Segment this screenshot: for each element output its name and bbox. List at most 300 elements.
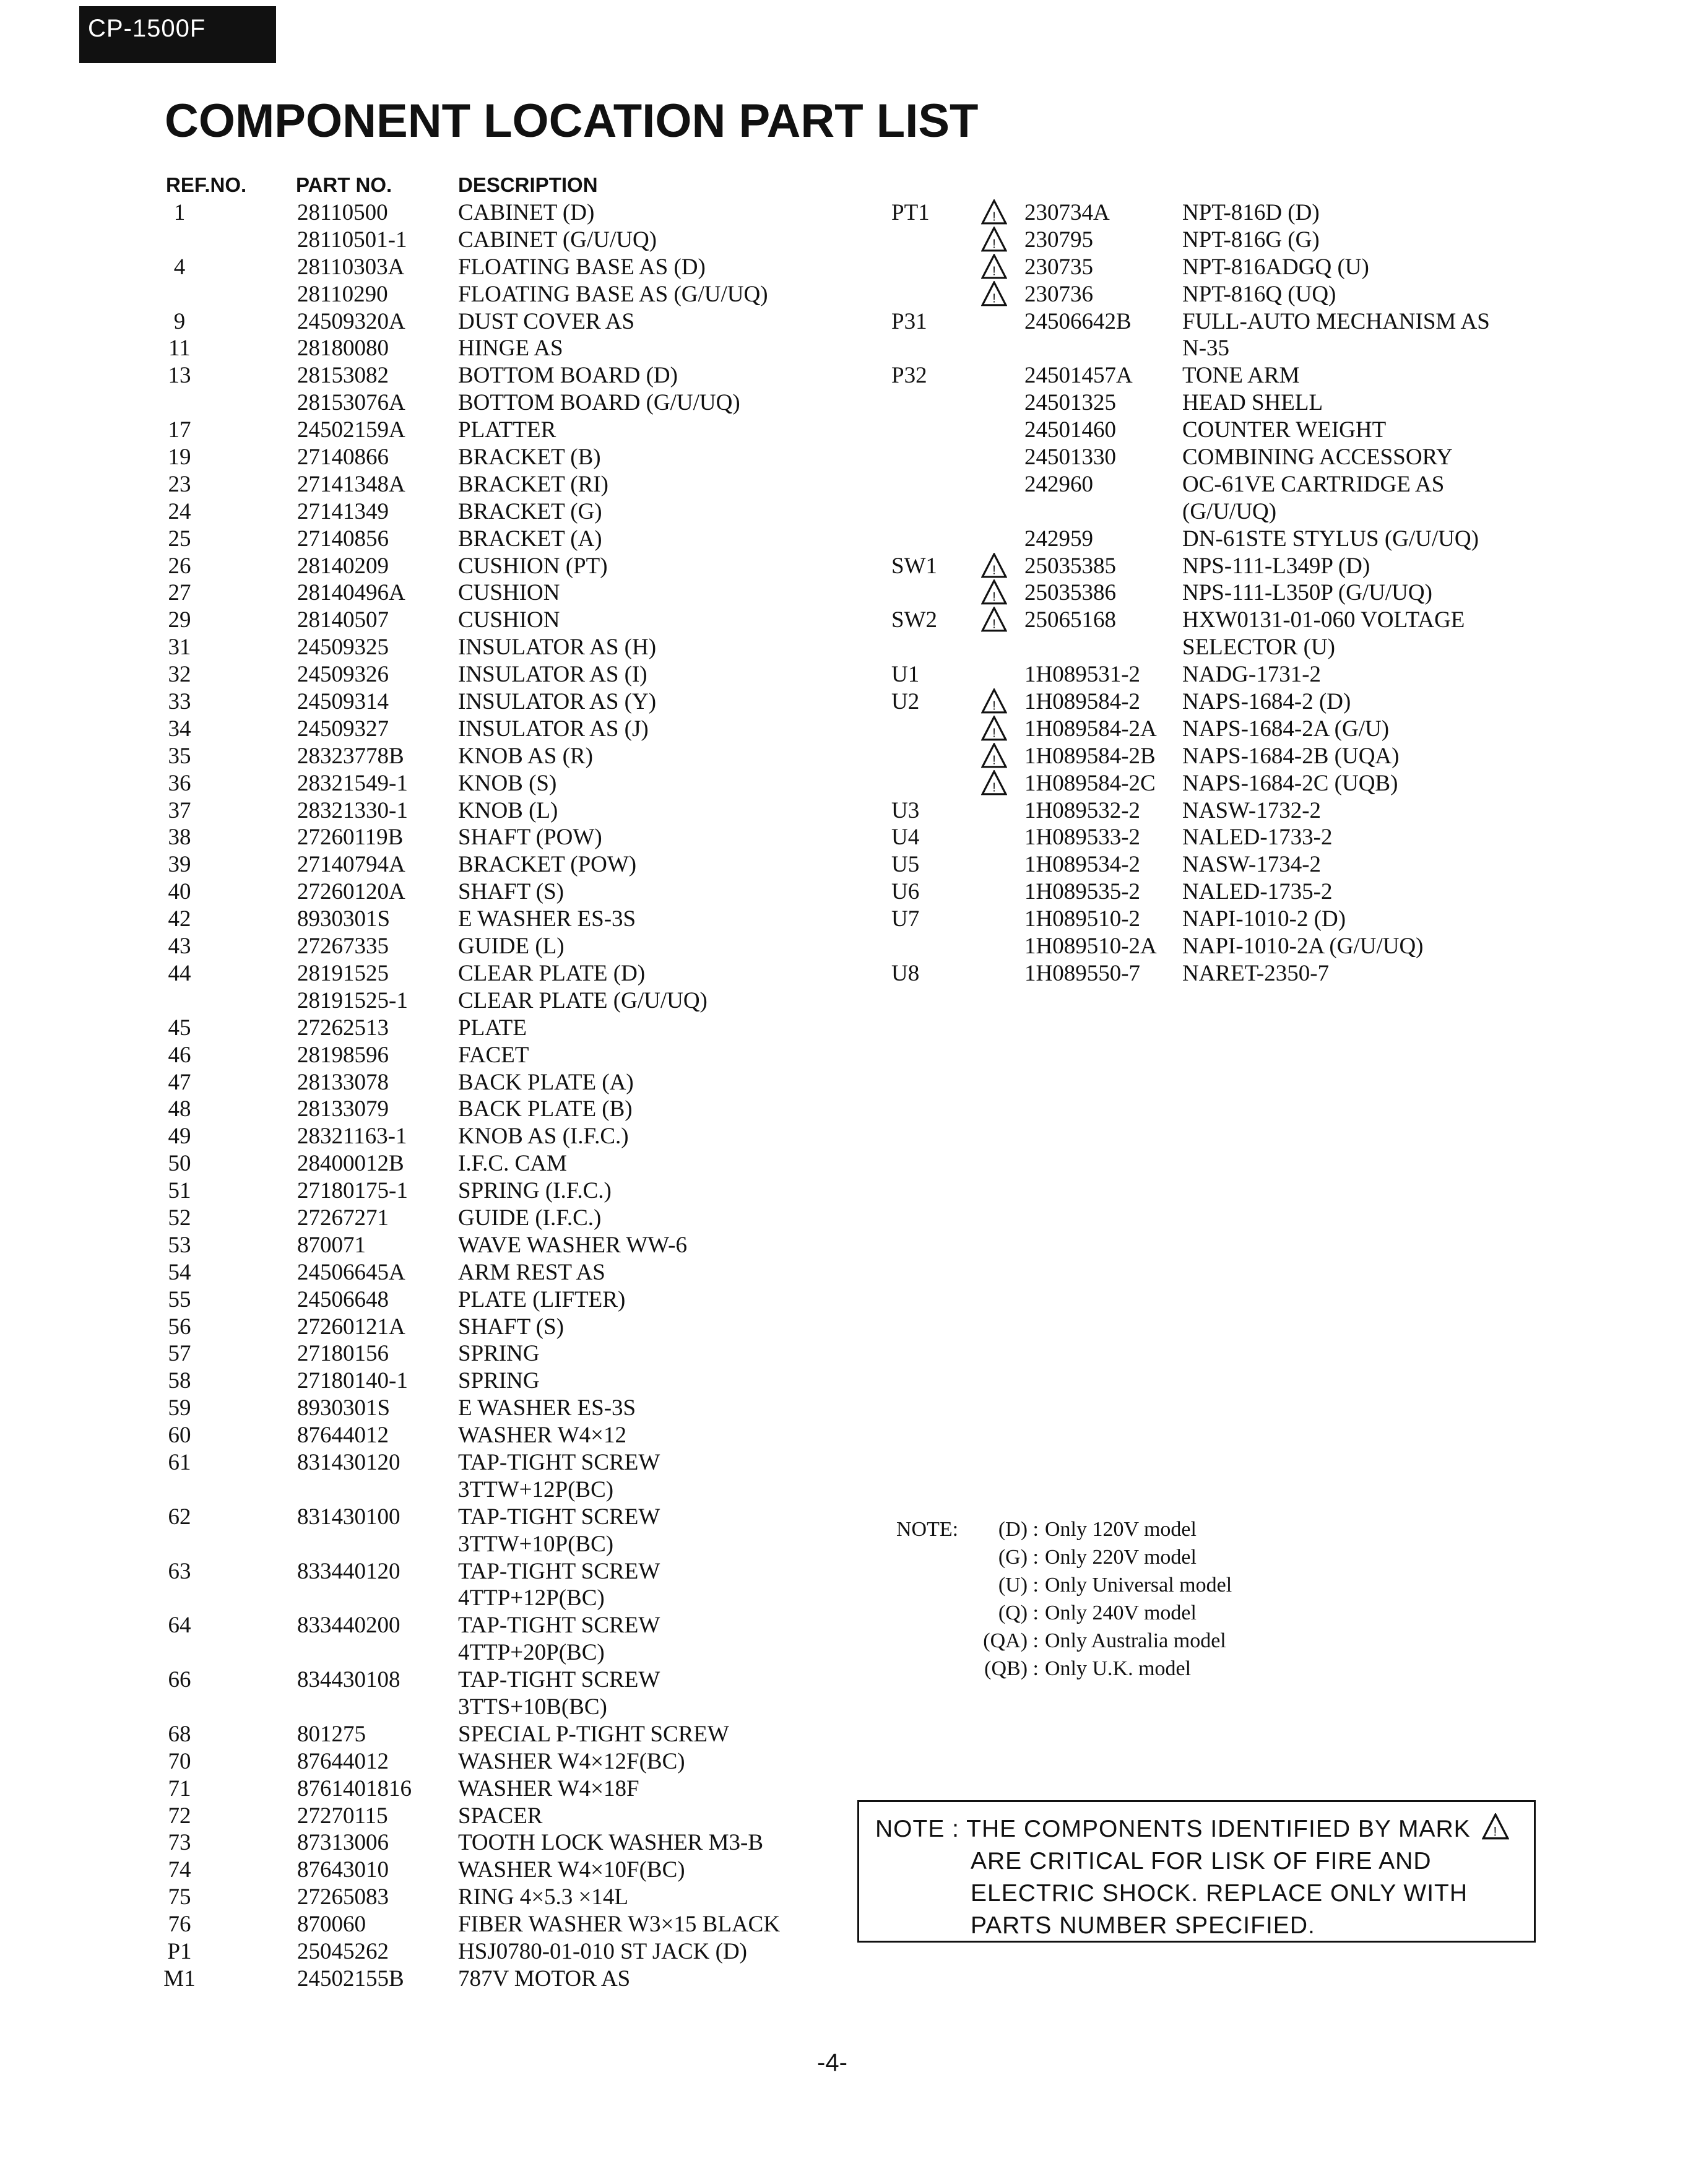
description: SPRING: [458, 1368, 540, 1394]
description: TAP-TIGHT SCREW: [458, 1667, 660, 1693]
part-no: 87644012: [297, 1748, 389, 1774]
description: 3TTS+10B(BC): [458, 1694, 607, 1720]
description: CABINET (G/U/UQ): [458, 227, 657, 253]
warning-line: [875, 1813, 1534, 1845]
ref-no: 52: [168, 1205, 191, 1231]
ref-no: U2: [891, 689, 920, 715]
description: INSULATOR AS (J): [458, 716, 649, 742]
critical-mark-icon: [1482, 1813, 1509, 1840]
description: (G/U/UQ): [1182, 498, 1277, 524]
ref-no: 32: [168, 662, 191, 688]
description: DUST COVER AS: [458, 308, 635, 334]
table-row: [155, 824, 873, 851]
description: FACET: [458, 1042, 529, 1068]
part-no: 1H089533-2: [1024, 825, 1141, 851]
part-no: 27140866: [297, 444, 389, 470]
svg-text:!: !: [992, 618, 996, 632]
description: TOOTH LOCK WASHER M3-B: [458, 1830, 764, 1856]
warning-text: NOTE : THE COMPONENTS IDENTIFIED BY MARK: [875, 1816, 1471, 1842]
description: SPRING (I.F.C.): [458, 1178, 612, 1204]
part-no: 24506648: [297, 1286, 389, 1312]
ref-no: 44: [168, 960, 191, 986]
table-row: [885, 716, 1535, 743]
description: PLATE: [458, 1015, 527, 1041]
ref-no: P1: [167, 1939, 192, 1964]
description: CABINET (D): [458, 200, 595, 225]
description: BOTTOM BOARD (G/U/UQ): [458, 390, 740, 416]
description-header: DESCRIPTION: [458, 173, 598, 196]
table-row: [155, 553, 873, 580]
description: FLOATING BASE AS (G/U/UQ): [458, 281, 768, 307]
part-no: 24501460: [1024, 417, 1116, 443]
table-row: [155, 498, 873, 526]
description: TONE ARM: [1182, 363, 1300, 389]
description: GUIDE (I.F.C.): [458, 1205, 602, 1231]
table-row: [155, 960, 873, 987]
ref-no: 56: [168, 1314, 191, 1340]
description: NPT-816D (D): [1182, 200, 1320, 225]
table-row: [155, 1096, 873, 1123]
ref-no: 49: [168, 1124, 191, 1150]
table-row: [155, 851, 873, 878]
part-no: 24502159A: [297, 417, 405, 443]
part-no: 1H089584-2B: [1024, 743, 1156, 769]
critical-components-warning: [857, 1800, 1536, 1943]
table-row: [155, 526, 873, 553]
part-no: 27260120A: [297, 879, 405, 905]
part-no: 27260119B: [297, 825, 404, 851]
part-no: 242959: [1024, 526, 1093, 552]
description: BRACKET (B): [458, 444, 601, 470]
ref-no: 72: [168, 1803, 191, 1829]
note-text: Only 120V model: [1045, 1518, 1197, 1541]
part-no: 28140507: [297, 607, 389, 633]
ref-no: 11: [168, 336, 191, 362]
ref-no: 19: [168, 444, 191, 470]
svg-text:!: !: [992, 699, 996, 713]
ref-no: 24: [168, 498, 191, 524]
table-row: [885, 444, 1535, 471]
page-title: COMPONENT LOCATION PART LIST: [165, 95, 979, 147]
table-row: [155, 1476, 873, 1504]
ref-no: 39: [168, 852, 191, 878]
description: SHAFT (S): [458, 879, 564, 905]
table-row: [155, 1884, 873, 1911]
svg-text:!: !: [992, 591, 996, 605]
note-code: (D) :: [998, 1518, 1039, 1541]
description: BRACKET (RI): [458, 471, 608, 497]
critical-mark-icon: [981, 688, 1007, 714]
table-row: [155, 1504, 873, 1531]
note-line: [896, 1543, 1330, 1571]
critical-mark-icon: [981, 281, 1007, 307]
table-row: [885, 553, 1535, 580]
ref-no: 75: [168, 1884, 191, 1910]
table-row: [885, 743, 1535, 770]
table-row: [155, 1639, 873, 1666]
description: 3TTW+10P(BC): [458, 1531, 614, 1557]
description: CUSHION: [458, 580, 560, 606]
table-row: [155, 1694, 873, 1721]
part-no: 28191525: [297, 960, 389, 986]
description: NPT-816G (G): [1182, 227, 1320, 253]
table-row: [155, 1612, 873, 1639]
part-no: 24509314: [297, 689, 389, 715]
description: INSULATOR AS (Y): [458, 689, 657, 715]
part-no: 24501325: [1024, 390, 1116, 416]
table-row: [155, 1558, 873, 1585]
table-row: [155, 797, 873, 825]
table-row: [155, 1069, 873, 1096]
note-line: [896, 1515, 1330, 1543]
ref-no: 42: [168, 906, 191, 932]
part-no: 1H089532-2: [1024, 797, 1141, 823]
ref-no: 74: [168, 1857, 191, 1883]
description: NAPS-1684-2C (UQB): [1182, 770, 1398, 796]
table-row: [885, 607, 1535, 634]
ref-no: 70: [168, 1748, 191, 1774]
table-row: [885, 417, 1535, 444]
ref-no: 50: [168, 1151, 191, 1177]
table-row: [155, 1829, 873, 1857]
critical-mark-icon: [981, 553, 1007, 579]
description: RING 4×5.3 ×14L: [458, 1884, 629, 1910]
ref-no: 47: [168, 1069, 191, 1095]
description: SHAFT (POW): [458, 825, 602, 851]
part-no: 833440200: [297, 1613, 400, 1639]
ref-no: 71: [168, 1775, 191, 1801]
part-no: 1H089510-2: [1024, 906, 1141, 932]
part-no: 27180140-1: [297, 1368, 408, 1394]
part-no: 870071: [297, 1232, 366, 1258]
table-row: [885, 634, 1535, 661]
part-no: 8761401816: [297, 1775, 412, 1801]
svg-text:!: !: [992, 237, 996, 251]
part-no: 28321549-1: [297, 770, 408, 796]
description: TAP-TIGHT SCREW: [458, 1449, 660, 1475]
ref-no: 4: [173, 254, 186, 280]
table-row: [885, 661, 1535, 688]
table-row: [155, 1340, 873, 1367]
table-row: [885, 335, 1535, 362]
description: WASHER W4×10F(BC): [458, 1857, 685, 1883]
table-row: [155, 987, 873, 1015]
description: INSULATOR AS (H): [458, 635, 657, 661]
ref-no: 38: [168, 825, 191, 851]
table-row: [155, 281, 873, 308]
ref-no: U8: [891, 960, 920, 986]
table-row: [155, 1232, 873, 1259]
description: NPT-816Q (UQ): [1182, 281, 1336, 307]
part-no: 27265083: [297, 1884, 389, 1910]
part-no: 1H089531-2: [1024, 662, 1141, 688]
table-row: [155, 335, 873, 362]
table-row: [155, 1286, 873, 1314]
table-row: [155, 254, 873, 281]
table-row: [155, 1042, 873, 1069]
note-code: (QA) :: [983, 1629, 1039, 1652]
table-row: [885, 199, 1535, 227]
table-row: [155, 1965, 873, 1993]
table-row: [155, 579, 873, 607]
part-no: 87644012: [297, 1423, 389, 1449]
description: OC-61VE CARTRIDGE AS: [1182, 471, 1445, 497]
description: BRACKET (POW): [458, 852, 637, 878]
svg-text:!: !: [992, 726, 996, 740]
ref-no: PT1: [891, 200, 930, 225]
description: KNOB (S): [458, 770, 557, 796]
description: N-35: [1182, 336, 1230, 362]
table-row: [885, 579, 1535, 607]
part-no: 242960: [1024, 471, 1093, 497]
part-no: 28110500: [297, 200, 388, 225]
ref-no: 55: [168, 1286, 191, 1312]
part-no: 27141349: [297, 498, 389, 524]
part-no: 24501457A: [1024, 363, 1133, 389]
table-row: [155, 362, 873, 389]
description: HXW0131-01-060 VOLTAGE: [1182, 607, 1465, 633]
note-text: Only Universal model: [1045, 1574, 1232, 1597]
critical-mark-icon: [981, 716, 1007, 742]
table-row: [155, 1449, 873, 1476]
ref-no: 54: [168, 1259, 191, 1285]
note-text: Only 240V model: [1045, 1601, 1197, 1624]
description: TAP-TIGHT SCREW: [458, 1558, 660, 1584]
part-no: 870060: [297, 1912, 366, 1938]
part-no: 8930301S: [297, 906, 391, 932]
part-no: 24509320A: [297, 308, 405, 334]
description: COMBINING ACCESSORY: [1182, 444, 1453, 470]
svg-text:!: !: [1493, 1824, 1497, 1839]
description: PLATTER: [458, 417, 556, 443]
description: NAPS-1684-2A (G/U): [1182, 716, 1390, 742]
critical-mark-icon: [981, 770, 1007, 796]
part-no: 24506642B: [1024, 308, 1132, 334]
part-no: 25035386: [1024, 580, 1116, 606]
table-row: [155, 471, 873, 498]
part-no: 27260121A: [297, 1314, 405, 1340]
table-row: [155, 199, 873, 227]
ref-no: 40: [168, 879, 191, 905]
description: NASW-1734-2: [1182, 852, 1322, 878]
note-code: (QB) :: [984, 1657, 1039, 1680]
description: 4TTP+12P(BC): [458, 1585, 605, 1611]
part-no: 28153082: [297, 363, 389, 389]
ref-no: 45: [168, 1015, 191, 1041]
table-row: [885, 878, 1535, 906]
description: NPS-111-L350P (G/U/UQ): [1182, 580, 1432, 606]
ref-no: 68: [168, 1721, 191, 1747]
description: KNOB (L): [458, 797, 558, 823]
part-no: 27267335: [297, 934, 389, 960]
table-row: [155, 308, 873, 336]
ref-no: 34: [168, 716, 191, 742]
description: E WASHER ES-3S: [458, 906, 636, 932]
table-row: [155, 1585, 873, 1612]
note-label: NOTE:: [896, 1518, 959, 1541]
part-no: 831430100: [297, 1504, 400, 1530]
description: INSULATOR AS (I): [458, 662, 647, 688]
part-no: 25035385: [1024, 553, 1116, 579]
critical-mark-icon: [981, 607, 1007, 633]
part-no: 25065168: [1024, 607, 1116, 633]
part-no: 87643010: [297, 1857, 389, 1883]
ref-no: 46: [168, 1042, 191, 1068]
table-row: [885, 498, 1535, 526]
note-line: [896, 1571, 1330, 1599]
ref-no: 51: [168, 1178, 191, 1204]
part-no: 831430120: [297, 1449, 400, 1475]
warning-text: PARTS NUMBER SPECIFIED.: [971, 1912, 1315, 1939]
part-no: 801275: [297, 1721, 366, 1747]
table-row: [885, 933, 1535, 960]
part-no: 1H089550-7: [1024, 960, 1141, 986]
page-number: -4-: [817, 2049, 847, 2076]
note-text: Only Australia model: [1045, 1629, 1226, 1652]
svg-text:!: !: [992, 781, 996, 795]
table-row: [155, 1422, 873, 1449]
part-no: 27140794A: [297, 852, 405, 878]
description: BACK PLATE (A): [458, 1069, 634, 1095]
table-row: [155, 607, 873, 634]
ref-no: U4: [891, 825, 920, 851]
table-row: [155, 1314, 873, 1341]
table-row: [155, 770, 873, 797]
description: E WASHER ES-3S: [458, 1395, 636, 1421]
ref-no: P31: [891, 308, 927, 334]
note-line: [896, 1627, 1330, 1655]
table-row: [155, 1938, 873, 1965]
ref-no: 23: [168, 471, 191, 497]
description: WAVE WASHER WW-6: [458, 1232, 687, 1258]
table-row: [155, 1857, 873, 1884]
table-row: [885, 389, 1535, 417]
part-no: 28321330-1: [297, 797, 408, 823]
ref-no: 76: [168, 1912, 191, 1938]
ref-no: U5: [891, 852, 920, 878]
table-row: [155, 417, 873, 444]
part-no: 28400012B: [297, 1151, 404, 1177]
part-no: 230734A: [1024, 200, 1110, 225]
description: BRACKET (G): [458, 498, 602, 524]
table-row: [155, 1367, 873, 1395]
description: NPT-816ADGQ (U): [1182, 254, 1369, 280]
part-no: 27267271: [297, 1205, 389, 1231]
description: BOTTOM BOARD (D): [458, 363, 678, 389]
model-tag: CP-1500F: [79, 6, 276, 63]
description: WASHER W4×12F(BC): [458, 1748, 685, 1774]
table-row: [885, 471, 1535, 498]
ref-no: U6: [891, 879, 920, 905]
table-row: [155, 1259, 873, 1286]
table-row: [885, 688, 1535, 716]
table-row: [155, 1123, 873, 1150]
description: ARM REST AS: [458, 1259, 605, 1285]
description: KNOB AS (I.F.C.): [458, 1124, 629, 1150]
description: SPECIAL P-TIGHT SCREW: [458, 1721, 729, 1747]
ref-no: M1: [163, 1965, 196, 1991]
ref-no: 48: [168, 1096, 191, 1122]
critical-mark-icon: [981, 227, 1007, 253]
part-no: 27141348A: [297, 471, 405, 497]
ref-no: 59: [168, 1395, 191, 1421]
description: NAPI-1010-2 (D): [1182, 906, 1346, 932]
description: NALED-1735-2: [1182, 879, 1333, 905]
table-row: [155, 1803, 873, 1830]
ref-no: 63: [168, 1558, 191, 1584]
table-row: [155, 743, 873, 770]
ref-no: P32: [891, 363, 927, 389]
ref-no: 60: [168, 1423, 191, 1449]
table-row: [155, 1205, 873, 1232]
description: I.F.C. CAM: [458, 1151, 567, 1177]
part-no: 24501330: [1024, 444, 1116, 470]
table-row: [155, 716, 873, 743]
description: FIBER WASHER W3×15 BLACK: [458, 1912, 781, 1938]
description: HEAD SHELL: [1182, 390, 1323, 416]
part-no: 28110303A: [297, 254, 405, 280]
description: WASHER W4×18F: [458, 1775, 639, 1801]
part-no: 27180156: [297, 1341, 389, 1367]
part-no: 27180175-1: [297, 1178, 408, 1204]
description: NPS-111-L349P (D): [1182, 553, 1370, 579]
critical-mark-icon: [981, 743, 1007, 769]
description: NARET-2350-7: [1182, 960, 1330, 986]
ref-no: 62: [168, 1504, 191, 1530]
table-row: [155, 688, 873, 716]
table-row: [155, 634, 873, 661]
ref-no-header: REF.NO.: [166, 173, 247, 196]
part-no: 1H089535-2: [1024, 879, 1141, 905]
ref-no: 27: [168, 580, 191, 606]
ref-no: 64: [168, 1613, 191, 1639]
warning-text: ELECTRIC SHOCK. REPLACE ONLY WITH: [971, 1880, 1468, 1907]
part-no: 833440120: [297, 1558, 400, 1584]
table-row: [885, 851, 1535, 878]
table-row: [885, 797, 1535, 825]
description: FULL-AUTO MECHANISM AS: [1182, 308, 1490, 334]
description: SELECTOR (U): [1182, 635, 1336, 661]
description: CLEAR PLATE (G/U/UQ): [458, 987, 708, 1013]
note-code: (G) :: [998, 1546, 1039, 1569]
description: GUIDE (L): [458, 934, 565, 960]
ref-no: 53: [168, 1232, 191, 1258]
description: SHAFT (S): [458, 1314, 564, 1340]
description: KNOB AS (R): [458, 743, 593, 769]
part-no: 1H089510-2A: [1024, 934, 1157, 960]
table-row: [885, 362, 1535, 389]
svg-text:!: !: [992, 264, 996, 279]
right-parts-table: [885, 199, 1535, 987]
table-row: [155, 1395, 873, 1422]
table-row: [885, 770, 1535, 797]
table-row: [885, 254, 1535, 281]
part-no: 24509326: [297, 662, 389, 688]
description: NAPS-1684-2 (D): [1182, 689, 1351, 715]
table-row: [155, 878, 873, 906]
part-no: 25045262: [297, 1939, 389, 1964]
description: FLOATING BASE AS (D): [458, 254, 706, 280]
table-row: [885, 281, 1535, 308]
ref-no: 9: [173, 308, 186, 334]
svg-text:!: !: [992, 292, 996, 306]
ref-no: SW1: [891, 553, 937, 579]
description: NAPS-1684-2B (UQA): [1182, 743, 1400, 769]
table-row: [155, 1015, 873, 1042]
note-code: (U) :: [998, 1574, 1039, 1597]
part-no: 28110501-1: [297, 227, 407, 253]
description: NASW-1732-2: [1182, 797, 1322, 823]
